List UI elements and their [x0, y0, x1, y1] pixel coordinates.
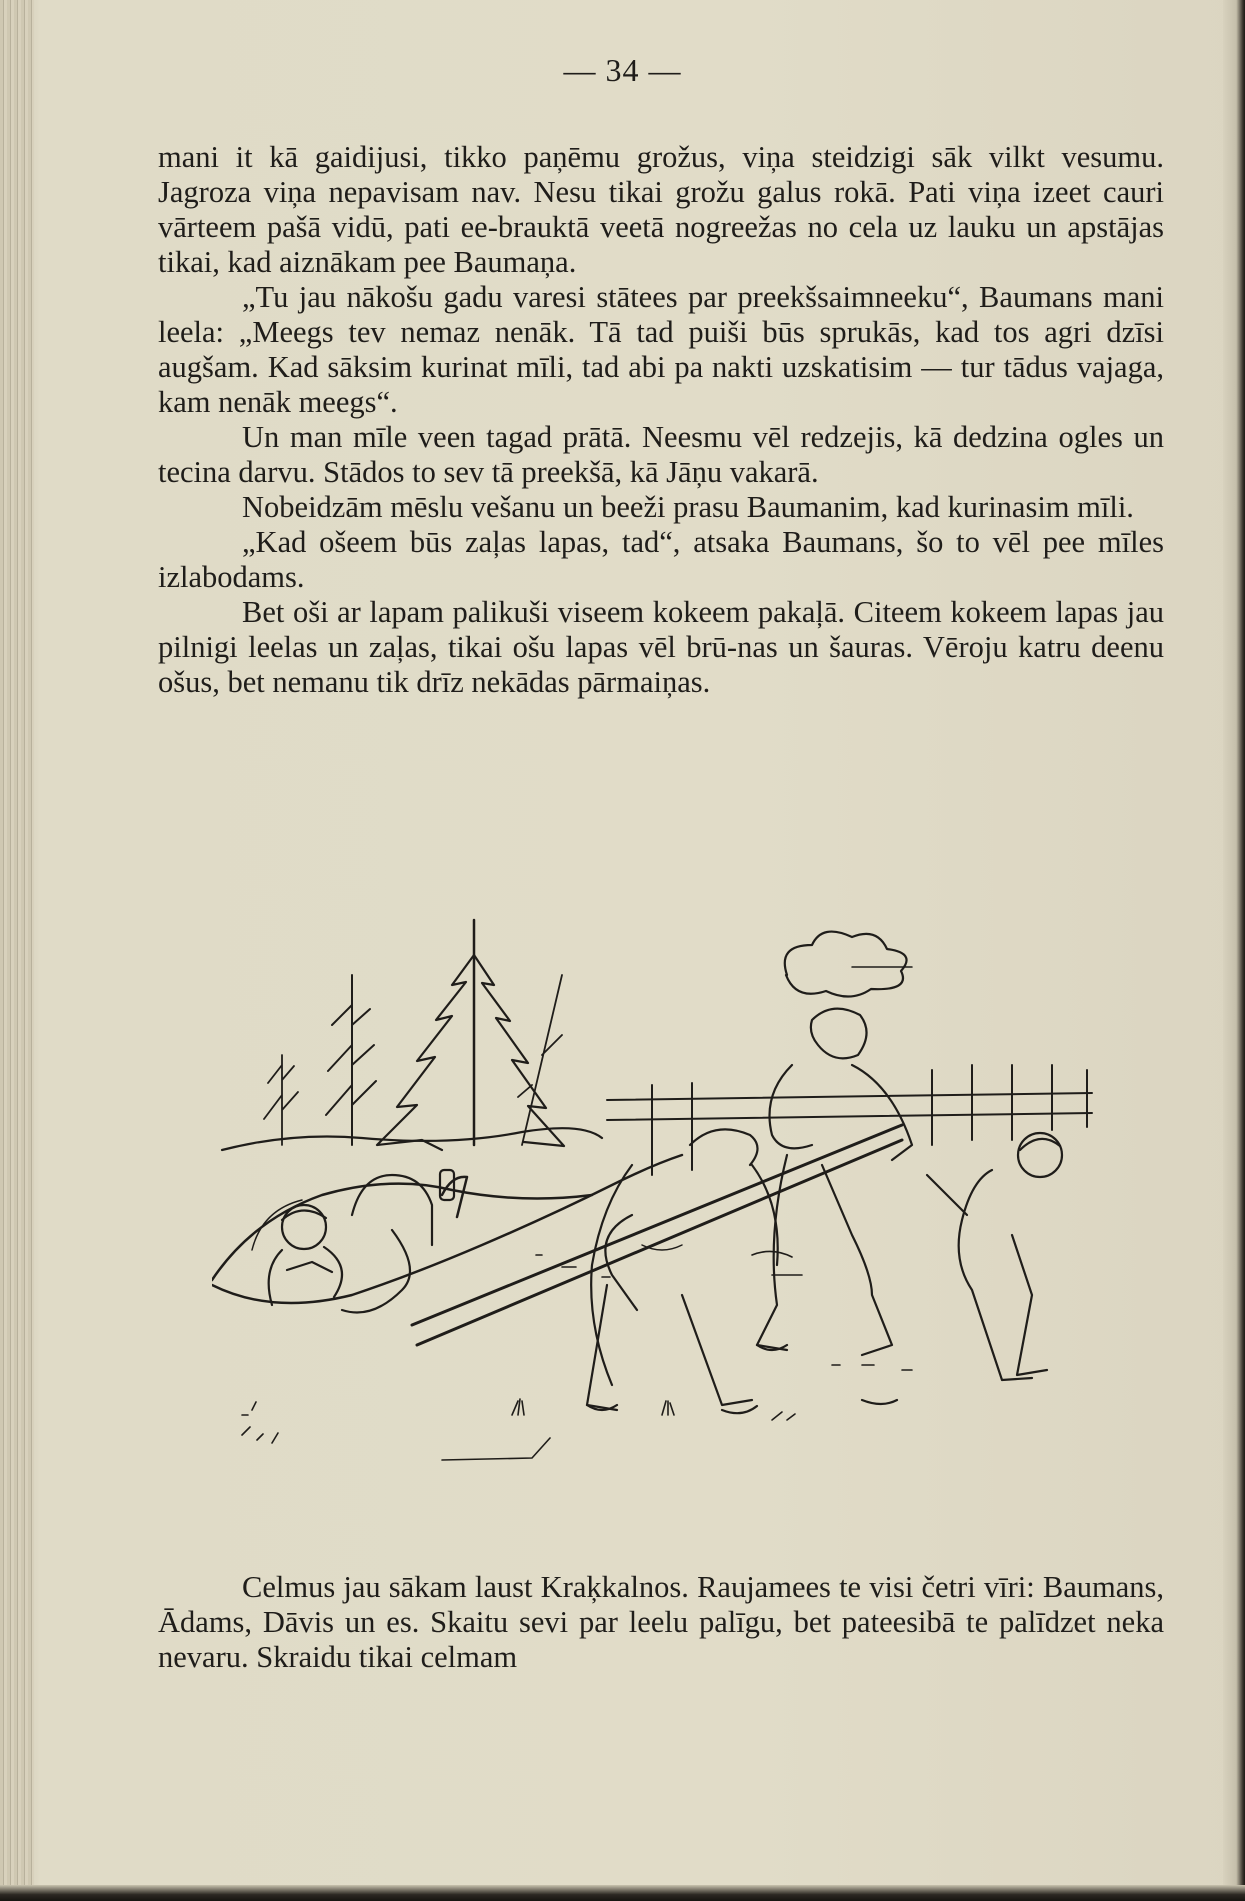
paragraph: Celmus jau sākam laust Kraķkalnos. Raujamees te visi četri vīri: Baumans, Ādams, Dāvis un es. Skaitu sevi par leelu palīgu, bet pateesibā te palīdzet neka nevaru. Skraidu tikai celmam: [158, 1570, 1164, 1674]
page-bottom-edge: [0, 1885, 1245, 1901]
paragraph: Un man mīle veen tagad prātā. Neesmu vēl redzejis, kā dedzina ogles un tecina darvu. Stādos to sev tā preekšā, kā Jāņu vakarā.: [158, 420, 1164, 489]
text-block-bottom: [158, 1570, 1164, 1675]
boy-in-pit: [252, 1200, 342, 1305]
hill-line: [222, 1128, 602, 1150]
man-middle: [757, 1009, 912, 1404]
text-block-top: [158, 140, 1164, 700]
paragraph: Bet oši ar lapam palikuši viseem kokeem pakaļā. Citeem kokeem lapas jau pilnigi leelas un zaļas, tikai ošu lapas vēl brū-nas un šauras. Vēroju katru deenu ošus, bet nemanu tik drīz nekādas pārmaiņas.: [158, 595, 1164, 699]
cloud: [785, 932, 907, 997]
illustration-stump-pulling: [212, 915, 1097, 1540]
paragraph: Nobeidzām mēslu vešanu un beeži prasu Baumanim, kad kurinasim mīli.: [242, 490, 1134, 524]
book-binding-edge: [0, 0, 34, 1901]
paragraph: „Kad ošeem būs zaļas lapas, tad“, atsaka Baumans, šo to vēl pee mīles izlabodams.: [158, 525, 1164, 594]
page-edge-shadow: [1223, 0, 1245, 1901]
boy-right: [927, 1133, 1062, 1380]
page-number: — 34 —: [563, 52, 682, 88]
paragraph: mani it kā gaidijusi, tikko paņēmu grožus, viņa steidzigi sāk vilkt vesumu. Jagroza viņa nepavisam nav. Nesu tikai grožu galus rokā. Pati viņa izeet cauri vārteem pašā vidū, pati ee-brauktā veetā nogreežas no cela uz lauku un apstājas tikai, kad aiznākam pee Baumaņa.: [158, 140, 1164, 279]
ground-marks: [242, 1251, 912, 1460]
fir-tree: [377, 920, 564, 1150]
man-left: [587, 1129, 778, 1413]
paragraph: „Tu jau nākošu gadu varesi stātees par preekšsaimneeku“, Baumans mani leela: „Meegs tev nemaz nenāk. Tā tad puiši būs sprukās, kad tos agri dzīsi augšam. Kad sāksim kurinat mīli, tad abi pa nakti uzskatisim — tur tādus vajaga, kam nenāk meegs“.: [158, 280, 1164, 419]
lever-pole: [412, 1125, 902, 1345]
